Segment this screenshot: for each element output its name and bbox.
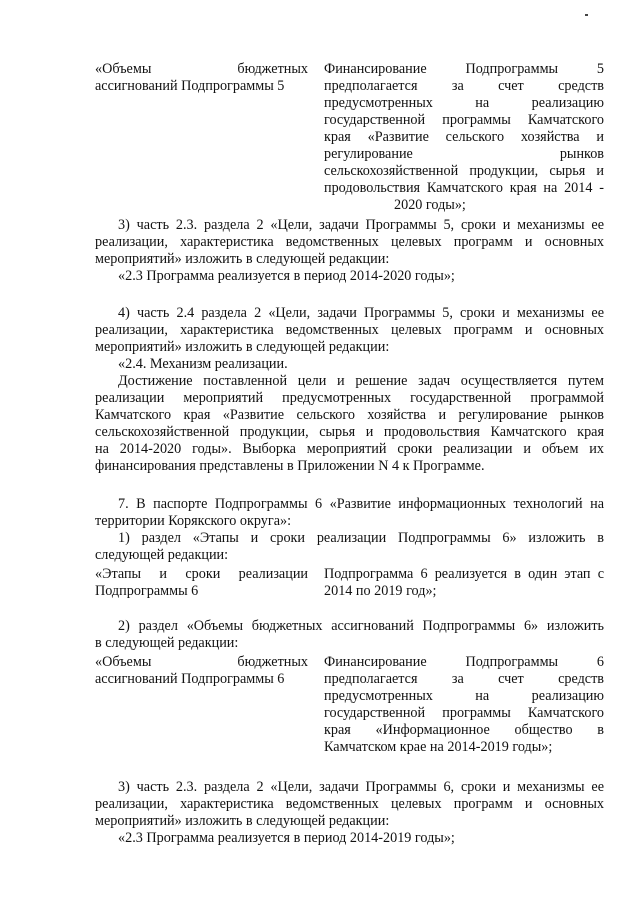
table-left-cell-line: «Этапы и сроки реализации bbox=[95, 566, 308, 582]
paragraph-line: «2.3 Программа реализуется в период 2014-2019 годы»; bbox=[118, 830, 455, 846]
table-left-cell-line: ассигнований Подпрограммы 6 bbox=[95, 671, 285, 687]
paragraph-line: территории Корякского округа»: bbox=[95, 513, 292, 529]
table-right-cell-line: края «Развитие сельского хозяйства и bbox=[324, 129, 604, 145]
paragraph-line: реализации, характеристика ведомственных целевых программ и основных bbox=[95, 796, 604, 812]
table-right-cell-line: государственной программы Камчатского bbox=[324, 112, 604, 128]
paragraph-line: «2.4. Механизм реализации. bbox=[118, 356, 288, 372]
table-left-cell-line: ассигнований Подпрограммы 5 bbox=[95, 78, 285, 94]
paragraph-line: 2) раздел «Объемы бюджетных ассигнований Подпрограммы 6» изложить bbox=[118, 618, 604, 634]
table-left-cell-line: «Объемы бюджетных bbox=[95, 654, 308, 670]
table-right-cell-line: предусмотренных на реализацию bbox=[324, 95, 604, 111]
paragraph-line: следующей редакции: bbox=[95, 547, 229, 563]
paragraph-line: сельскохозяйственной продукции, сырья и продовольствия Камчатского края bbox=[95, 424, 604, 440]
table-right-cell-line: Камчатском крае на 2014-2019 годы»; bbox=[324, 739, 553, 755]
paragraph-line: 7. В паспорте Подпрограммы 6 «Развитие информационных технологий на bbox=[118, 496, 604, 512]
paragraph-line: финансирования представлены в Приложении N 4 к Программе. bbox=[95, 458, 485, 474]
table-right-cell-line: края «Информационное общество в bbox=[324, 722, 604, 738]
table-right-cell-line: 2014 по 2019 год»; bbox=[324, 583, 437, 599]
table-left-cell-line: Подпрограммы 6 bbox=[95, 583, 199, 599]
paragraph-line: реализации, характеристика ведомственных целевых программ и основных bbox=[95, 234, 604, 250]
table-right-cell-line: регулирование рынков bbox=[324, 146, 604, 162]
paragraph-line: «2.3 Программа реализуется в период 2014-2020 годы»; bbox=[118, 268, 455, 284]
table-right-cell-line: Подпрограмма 6 реализуется в один этап с bbox=[324, 566, 604, 582]
paragraph-line: в следующей редакции: bbox=[95, 635, 239, 651]
paragraph-line: Камчатского края «Развитие сельского хозяйства и регулирование рынков bbox=[95, 407, 604, 423]
paragraph-line: на 2014-2020 годы». Выборка мероприятий сроки реализации и объем их bbox=[95, 441, 604, 457]
paragraph-line: мероприятий» изложить в следующей редакции: bbox=[95, 251, 390, 267]
paragraph-line: 3) часть 2.3. раздела 2 «Цели, задачи Программы 6, сроки и механизмы ее bbox=[118, 779, 604, 795]
table-right-cell-line: предполагается за счет средств bbox=[324, 78, 604, 94]
paragraph-line: 1) раздел «Этапы и сроки реализации Подпрограммы 6» изложить в bbox=[118, 530, 604, 546]
table-right-cell-line: 2020 годы»; bbox=[394, 197, 466, 213]
table-right-cell-line: продовольствия Камчатского края на 2014 - bbox=[324, 180, 604, 196]
paragraph-line: мероприятий» изложить в следующей редакции: bbox=[95, 339, 390, 355]
paragraph-line: 4) часть 2.4 раздела 2 «Цели, задачи Программы 5, сроки и механизмы ее bbox=[118, 305, 604, 321]
table-right-cell-line: Финансирование Подпрограммы 6 bbox=[324, 654, 604, 670]
table-right-cell-line: предусмотренных на реализацию bbox=[324, 688, 604, 704]
page-mark bbox=[585, 14, 588, 16]
paragraph-line: Достижение поставленной цели и решение задач осуществляется путем bbox=[118, 373, 604, 389]
table-left-cell-line: «Объемы бюджетных bbox=[95, 61, 308, 77]
paragraph-line: реализации, характеристика ведомственных целевых программ и основных bbox=[95, 322, 604, 338]
paragraph-line: мероприятий» изложить в следующей редакции: bbox=[95, 813, 390, 829]
table-right-cell-line: государственной программы Камчатского bbox=[324, 705, 604, 721]
table-right-cell-line: предполагается за счет средств bbox=[324, 671, 604, 687]
table-right-cell-line: Финансирование Подпрограммы 5 bbox=[324, 61, 604, 77]
table-right-cell-line: сельскохозяйственной продукции, сырья и bbox=[324, 163, 604, 179]
paragraph-line: 3) часть 2.3. раздела 2 «Цели, задачи Программы 5, сроки и механизмы ее bbox=[118, 217, 604, 233]
paragraph-line: реализации мероприятий предусмотренных государственной программой bbox=[95, 390, 604, 406]
